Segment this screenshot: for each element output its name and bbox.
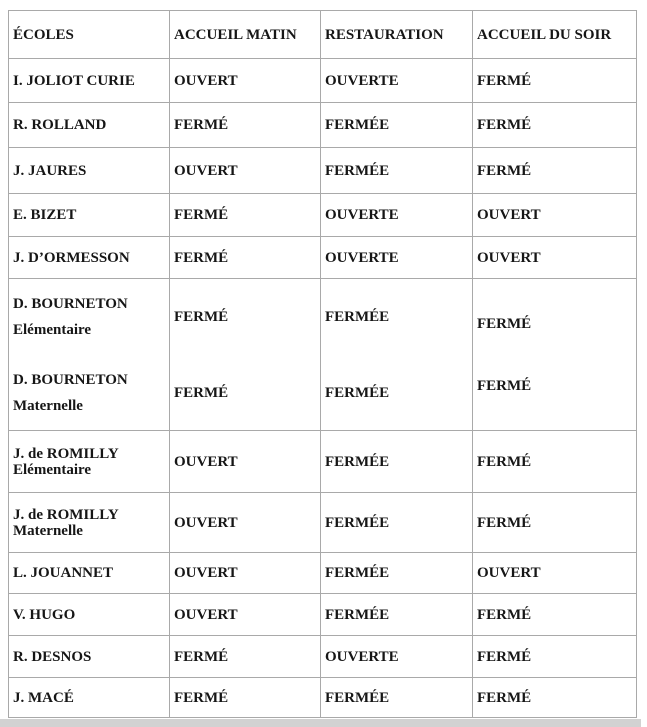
table-row [9,194,637,237]
header-accueil-du-soir: ACCUEIL DU SOIR [473,11,637,59]
table-row [9,431,637,493]
school-cell: D. BOURNETON Maternelle [9,356,170,431]
restauration-cell: FERMÉE [321,594,473,636]
table-row [9,594,637,636]
restauration-cell: FERMÉE [321,279,473,356]
school-cell: R. ROLLAND [9,103,170,148]
bottom-edge-bar [0,719,641,727]
school-cell: D. BOURNETON Elémentaire [9,279,170,356]
matin-cell: OUVERT [170,493,321,553]
school-cell: E. BIZET [9,194,170,237]
soir-cell: OUVERT [473,553,637,594]
header-restauration: RESTAURATION [321,11,473,59]
header-accueil-matin: ACCUEIL MATIN [170,11,321,59]
matin-cell: FERMÉ [170,636,321,678]
table-row [9,148,637,194]
restauration-cell: FERMÉE [321,678,473,718]
soir-cell: FERMÉ [473,431,637,493]
school-cell: R. DESNOS [9,636,170,678]
matin-cell: FERMÉ [170,356,321,431]
matin-cell: FERMÉ [170,194,321,237]
school-cell: J. D’ORMESSON [9,237,170,279]
table-row [9,636,637,678]
restauration-cell: FERMÉE [321,431,473,493]
restauration-cell: OUVERTE [321,237,473,279]
matin-cell: FERMÉ [170,103,321,148]
school-cell: J. de ROMILLY Elémentaire [9,431,170,493]
school-cell: J. MACÉ [9,678,170,718]
restauration-cell: OUVERTE [321,59,473,103]
soir-cell: FERMÉ [477,377,532,394]
matin-cell: OUVERT [170,431,321,493]
school-cell: L. JOUANNET [9,553,170,594]
restauration-cell: FERMÉE [321,103,473,148]
restauration-cell: FERMÉE [321,553,473,594]
table-row [9,678,637,718]
matin-cell: OUVERT [170,594,321,636]
soir-cell: FERMÉ [473,678,637,718]
table-row [9,553,637,594]
matin-cell: FERMÉ [170,678,321,718]
restauration-cell: FERMÉE [321,356,473,431]
header-row [9,11,637,59]
table-row [9,59,637,103]
school-cell: J. de ROMILLY Maternelle [9,493,170,553]
school-cell: J. JAURES [9,148,170,194]
soir-cell: FERMÉ [477,315,532,332]
matin-cell: OUVERT [170,148,321,194]
table-row [9,237,637,279]
matin-cell: OUVERT [170,59,321,103]
restauration-cell: FERMÉE [321,493,473,553]
soir-cell: OUVERT [473,194,637,237]
header-ecoles: ÉCOLES [9,11,170,59]
school-status-table [8,10,637,718]
matin-cell: FERMÉ [170,279,321,356]
soir-cell: FERMÉ [473,594,637,636]
school-cell: I. JOLIOT CURIE [9,59,170,103]
soir-merged-cell [473,279,637,431]
soir-cell: FERMÉ [473,59,637,103]
matin-cell: FERMÉ [170,237,321,279]
matin-cell: OUVERT [170,553,321,594]
restauration-cell: OUVERTE [321,636,473,678]
table-row [9,493,637,553]
soir-cell: FERMÉ [473,103,637,148]
restauration-cell: OUVERTE [321,194,473,237]
soir-cell: FERMÉ [473,636,637,678]
restauration-cell: FERMÉE [321,148,473,194]
soir-cell: OUVERT [473,237,637,279]
table-row [9,279,637,356]
school-cell: V. HUGO [9,594,170,636]
table-row [9,103,637,148]
soir-cell: FERMÉ [473,148,637,194]
soir-cell: FERMÉ [473,493,637,553]
